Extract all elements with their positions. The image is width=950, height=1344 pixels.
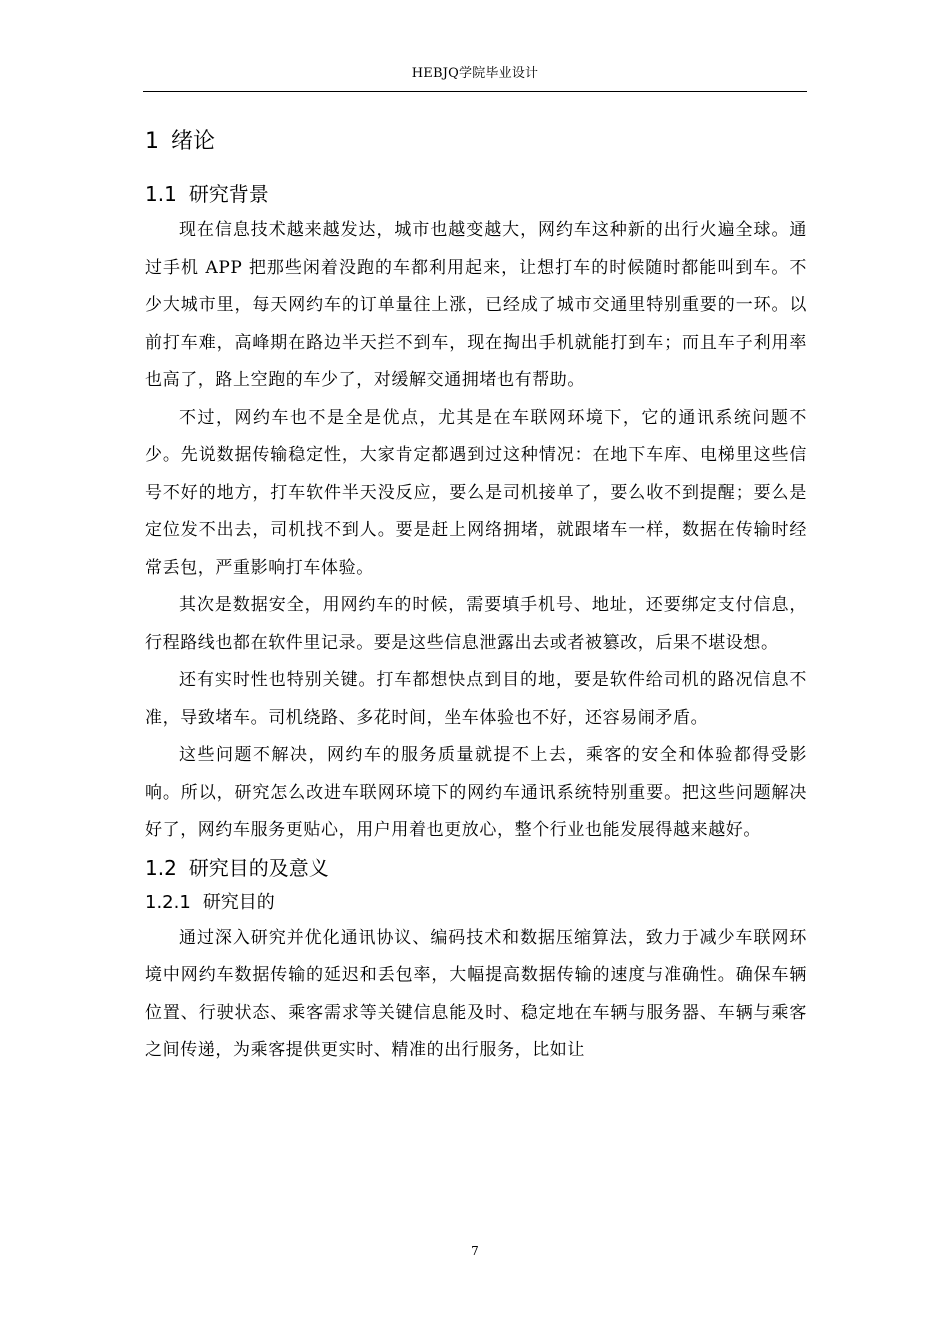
section-title: 研究背景 xyxy=(188,182,269,206)
subsection-number: 1.2.1 xyxy=(145,891,191,913)
section-title: 研究目的及意义 xyxy=(188,855,329,880)
section-heading-1-2 xyxy=(145,850,807,886)
running-header: HEBJQ学院毕业设计 xyxy=(411,66,539,81)
section-number: 1.1 xyxy=(145,182,177,206)
chapter-title: 绪论 xyxy=(171,129,216,154)
paragraph: 现在信息技术越来越发达，城市也越变越大，网约车这种新的出行火遍全球。通过手机 APP 把那些闲着没跑的车都利用起来，让想打车的时候随时都能叫到车。不少大城市里，每天网约车的订单量往上涨，已经成了城市交通里特别重要的一环。以前打车难，高峰期在路边半天拦不到车，现在掏出手机就能打到车；而且车子利用率也高了，路上空跑的车少了，对缓解交通拥堵也有帮助。 xyxy=(145,220,807,390)
chapter-number: 1 xyxy=(145,129,159,154)
paragraph: 通过深入研究并优化通讯协议、编码技术和数据压缩算法，致力于减少车联网环境中网约车数据传输的延迟和丢包率，大幅提高数据传输的速度与准确性。确保车辆位置、行驶状态、乘客需求等关键信息能及时、稳定地在车辆与服务器、车辆与乘客之间传递，为乘客提供更实时、精准的出行服务，比如让 xyxy=(145,927,807,1060)
header-rule xyxy=(143,91,807,92)
section-heading-1-1 xyxy=(145,176,807,212)
section-number: 1.2 xyxy=(145,855,177,880)
subsection-heading-1-2-1 xyxy=(145,886,807,920)
paragraph: 其次是数据安全，用网约车的时候，需要填手机号、地址，还要绑定支付信息，行程路线也都在软件里记录。要是这些信息泄露出去或者被篡改，后果不堪设想。 xyxy=(145,595,807,653)
paragraph: 还有实时性也特别关键。打车都想快点到目的地，要是软件给司机的路况信息不准，导致堵车。司机绕路、多花时间，坐车体验也不好，还容易闹矛盾。 xyxy=(145,670,807,728)
page-number: 7 xyxy=(471,1244,479,1258)
page-body xyxy=(145,124,807,1070)
subsection-title: 研究目的 xyxy=(202,891,275,913)
paragraph: 这些问题不解决，网约车的服务质量就提不上去，乘客的安全和体验都得受影响。所以，研究怎么改进车联网环境下的网约车通讯系统特别重要。把这些问题解决好了，网约车服务更贴心，用户用着也更放心，整个行业也能发展得越来越好。 xyxy=(145,745,807,840)
chapter-heading xyxy=(145,124,807,160)
paragraph: 不过，网约车也不是全是优点，尤其是在车联网环境下，它的通讯系统问题不少。先说数据传输稳定性，大家肯定都遇到过这种情况：在地下车库、电梯里这些信号不好的地方，打车软件半天没反应，要么是司机接单了，要么收不到提醒；要么是定位发不出去，司机找不到人。要是赶上网络拥堵，就跟堵车一样，数据在传输时经常丢包，严重影响打车体验。 xyxy=(145,407,807,578)
